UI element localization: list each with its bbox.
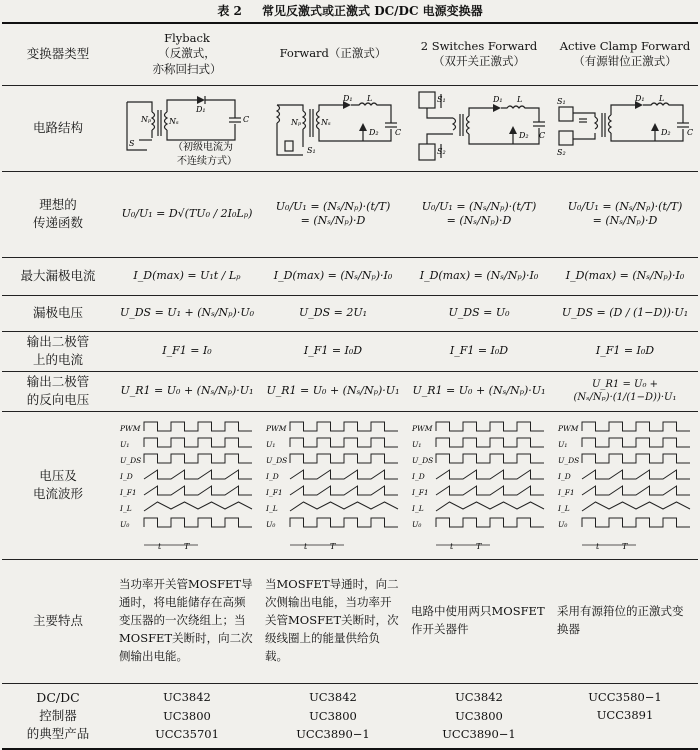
wave-trace-if1 [290, 486, 398, 495]
flyback-note-1: （初级电流为 [173, 142, 233, 153]
forward-s1-label: S₁ [307, 146, 316, 155]
wave-label-il: I_L [558, 504, 570, 513]
products-flyback [114, 683, 260, 749]
wave-label-uds: U_DS [266, 456, 288, 465]
transfer-active [552, 171, 698, 257]
row-drain-v [2, 295, 698, 331]
wave-label-if1: I_F1 [266, 488, 283, 497]
waveform-flyback [114, 411, 260, 559]
wave-trace-id [290, 470, 398, 479]
wave-label-id: I_D [412, 472, 425, 481]
row-header-waveform-2: 电流波形 [32, 486, 83, 501]
max-drain-forward: I_D(max) = (Nₛ/Nₚ)·I₀ [260, 257, 406, 295]
twoswitch-l-label: L [517, 95, 523, 104]
wave-label-il: I_L [266, 504, 278, 513]
row-header-diode-v-2: 的反向电压 [26, 392, 90, 407]
wave-label-uo: U₀ [120, 520, 130, 529]
wave-label-if1: I_F1 [412, 488, 429, 497]
diode-i-forward: I_F1 = I₀D [260, 331, 406, 371]
forward-d1-label: D₁ [343, 94, 353, 103]
product-item: UCC3890−1 [442, 726, 516, 741]
wave-label-pwm: PWM [266, 424, 287, 433]
flyback-circuit-diagram [117, 88, 257, 168]
features-twoswitch: 电路中使用两只MOSFET作开关器件 [406, 559, 552, 683]
product-item: UCC35701 [155, 726, 219, 741]
row-circuit [2, 85, 698, 171]
products-forward [260, 683, 406, 749]
wave-trace-uds [582, 454, 690, 463]
product-item: UCC3890−1 [296, 726, 370, 741]
diode-v-active: U_R1 = U₀ + (Nₛ/Nₚ)·(1/(1−D))·U₁ [552, 371, 698, 411]
wave-label-t: t [304, 542, 308, 551]
row-header-diode-v-1: 输出二极管 [26, 373, 90, 389]
wave-label-uo: U₀ [266, 520, 276, 529]
wave-label-if1: I_F1 [558, 488, 575, 497]
wave-label-t: t [158, 542, 162, 551]
diode-v-twoswitch: U_R1 = U₀ + (Nₛ/Nₚ)·U₁ [406, 371, 552, 411]
row-header-transfer [2, 171, 114, 257]
circuit-flyback [114, 85, 260, 171]
row-header-max-drain: 最大漏极电流 [2, 257, 114, 295]
features-active: 采用有源箝位的正激式变换器 [552, 559, 698, 683]
row-max-drain [2, 257, 698, 295]
drain-v-twoswitch: U_DS = U₀ [406, 295, 552, 331]
twoswitch-s2-label: S₂ [437, 147, 446, 156]
product-item: UC3800 [455, 708, 503, 723]
active-d2-label: D₂ [661, 128, 671, 137]
row-diode-v [2, 371, 698, 411]
product-item: UC3842 [455, 690, 503, 705]
row-waveform [2, 411, 698, 559]
transfer-flyback: U₀/U₁ = D√(TU₀ / 2I₀Lₚ) [114, 171, 260, 257]
wave-trace-id [144, 470, 252, 479]
twoswitch-d1-label: D₁ [493, 95, 503, 104]
row-header-diode-i-2: 上的电流 [32, 352, 83, 367]
active-s2-label: S₂ [557, 148, 566, 157]
wave-trace-il [582, 502, 690, 511]
col-flyback-sub1: （反激式， [158, 46, 216, 61]
diode-i-twoswitch: I_F1 = I₀D [406, 331, 552, 371]
col-flyback-name: Flyback [164, 30, 210, 45]
flyback-np-label: Nₚ [141, 115, 152, 124]
product-item: UC3842 [309, 690, 357, 705]
wave-label-uds: U_DS [558, 456, 580, 465]
wave-label-pwm: PWM [558, 424, 579, 433]
forward-c-label: C [395, 128, 402, 137]
active-circuit-diagram [555, 93, 695, 163]
wave-label-t: t [450, 542, 454, 551]
wave-trace-uds [290, 454, 398, 463]
wave-trace-u1 [436, 438, 544, 447]
wave-trace-il [436, 502, 544, 511]
circuit-forward [260, 85, 406, 171]
twoswitch-circuit-diagram [409, 88, 549, 168]
wave-trace-pwm [144, 422, 252, 431]
wave-trace-uds [144, 454, 252, 463]
row-header-transfer-2: 传递函数 [32, 215, 83, 230]
wave-label-uds: U_DS [412, 456, 434, 465]
col-active-sub1: （有源钳位正激式） [573, 54, 677, 69]
row-header-type: 变换器类型 [2, 23, 114, 85]
flyback-ns-label: Nₛ [169, 117, 179, 126]
row-header-products-1: DC/DC [36, 689, 80, 705]
waveform-active [552, 411, 698, 559]
max-drain-twoswitch: I_D(max) = (Nₛ/Nₚ)·I₀ [406, 257, 552, 295]
wave-trace-u1 [290, 438, 398, 447]
transfer-twoswitch-1: U₀/U₁ = (Nₛ/Nₚ)·(t/T) [421, 199, 537, 213]
product-item: UC3842 [163, 690, 211, 705]
wave-label-id: I_D [266, 472, 279, 481]
table-title: 常见反激式或正激式 DC/DC 电源变换器 [262, 4, 483, 18]
row-header-drain-v: 漏极电压 [2, 295, 114, 331]
drain-v-flyback: U_DS = U₁ + (Nₛ/Nₚ)·U₀ [114, 295, 260, 331]
row-type [2, 23, 698, 85]
features-flyback: 当功率开关管MOSFET导通时，将电能储存在高频变压器的一次绕组上；当MOSFET关断时，向二次侧输出电能。 [114, 559, 260, 683]
wave-label-if1: I_F1 [120, 488, 137, 497]
product-item: UCC3580−1 [588, 689, 662, 704]
row-header-diode-v [2, 371, 114, 411]
twoswitch-d2-label: D₂ [519, 131, 529, 140]
forward-np-label: Nₚ [291, 118, 302, 127]
drain-v-forward: U_DS = 2U₁ [260, 295, 406, 331]
waveform-twoswitch [406, 411, 552, 559]
row-transfer [2, 171, 698, 257]
row-header-waveform [2, 411, 114, 559]
wave-label-u1: U₁ [412, 440, 422, 449]
wave-trace-uds [436, 454, 544, 463]
transfer-twoswitch-2: = (Nₛ/Nₚ)·D [446, 214, 512, 227]
max-drain-flyback: I_D(max) = U₁t / Lₚ [114, 257, 260, 295]
transfer-active-2: = (Nₛ/Nₚ)·D [592, 214, 658, 227]
row-products [2, 683, 698, 749]
wave-trace-if1 [436, 486, 544, 495]
row-features [2, 559, 698, 683]
max-drain-active: I_D(max) = (Nₛ/Nₚ)·I₀ [552, 257, 698, 295]
col-forward-name: Forward（正激式） [279, 46, 387, 61]
product-item: UCC3891 [596, 707, 654, 722]
waveform-flyback-plot [118, 415, 256, 555]
waveform-twoswitch-plot [410, 415, 548, 555]
transfer-forward-1: U₀/U₁ = (Nₛ/Nₚ)·(t/T) [275, 199, 391, 213]
row-header-products-3: 的典型产品 [26, 725, 90, 741]
col-twoswitch [406, 23, 552, 85]
row-header-waveform-1: 电压及 [39, 467, 77, 483]
circuit-active [552, 85, 698, 171]
table-number: 表 2 [217, 4, 242, 18]
products-active [552, 683, 698, 749]
transfer-forward-2: = (Nₛ/Nₚ)·D [300, 214, 366, 227]
forward-circuit-diagram [263, 93, 403, 163]
wave-trace-if1 [144, 486, 252, 495]
twoswitch-s1-label: S₁ [437, 95, 446, 104]
wave-trace-uo [436, 518, 544, 527]
products-twoswitch [406, 683, 552, 749]
wave-label-period: T [330, 542, 336, 551]
col-twoswitch-sub1: （双开关正激式） [433, 54, 525, 69]
row-header-products-2: 控制器 [39, 707, 77, 723]
active-d1-label: D₁ [635, 94, 645, 103]
wave-label-uo: U₀ [558, 520, 568, 529]
wave-trace-u1 [582, 438, 690, 447]
product-item: UC3800 [163, 708, 211, 723]
col-twoswitch-name: 2 Switches Forward [420, 38, 538, 53]
transfer-twoswitch [406, 171, 552, 257]
product-item: UC3800 [309, 708, 357, 723]
row-header-diode-i-1: 输出二极管 [26, 333, 90, 349]
row-header-features: 主要特点 [2, 559, 114, 683]
wave-trace-if1 [582, 486, 690, 495]
wave-label-period: T [476, 542, 482, 551]
wave-trace-pwm [290, 422, 398, 431]
wave-label-u1: U₁ [120, 440, 130, 449]
wave-label-u1: U₁ [266, 440, 276, 449]
circuit-twoswitch [406, 85, 552, 171]
wave-label-t: t [596, 542, 600, 551]
table-caption [0, 2, 700, 22]
active-l-label: L [659, 94, 665, 103]
wave-label-id: I_D [120, 472, 133, 481]
active-s1-label: S₁ [557, 97, 566, 106]
row-header-diode-i [2, 331, 114, 371]
col-forward [260, 23, 406, 85]
diode-v-forward: U_R1 = U₀ + (Nₛ/Nₚ)·U₁ [260, 371, 406, 411]
wave-label-uo: U₀ [412, 520, 422, 529]
forward-ns-label: Nₛ [321, 118, 331, 127]
wave-label-pwm: PWM [412, 424, 433, 433]
converter-table [2, 22, 698, 750]
wave-label-id: I_D [558, 472, 571, 481]
wave-trace-u1 [144, 438, 252, 447]
diode-i-flyback: I_F1 = I₀ [114, 331, 260, 371]
row-header-circuit: 电路结构 [2, 85, 114, 171]
wave-label-il: I_L [412, 504, 424, 513]
features-forward: 当MOSFET导通时，向二次侧输出电能，当功率开关管MOSFET关断时，次级线圈上的能量供给负载。 [260, 559, 406, 683]
waveform-active-plot [556, 415, 694, 555]
flyback-c-label: C [243, 115, 250, 124]
forward-l-label: L [367, 94, 373, 103]
col-active-name: Active Clamp Forward [559, 38, 691, 53]
wave-label-period: T [184, 542, 190, 551]
wave-trace-id [436, 470, 544, 479]
wave-trace-pwm [436, 422, 544, 431]
waveform-forward-plot [264, 415, 402, 555]
row-header-transfer-1: 理想的 [39, 196, 77, 212]
col-flyback [114, 23, 260, 85]
flyback-s-label: S [129, 139, 135, 148]
wave-label-pwm: PWM [120, 424, 141, 433]
forward-d2-label: D₂ [369, 128, 379, 137]
drain-v-active: U_DS = (D / (1−D))·U₁ [552, 295, 698, 331]
wave-trace-pwm [582, 422, 690, 431]
flyback-d1-label: D₁ [196, 105, 206, 114]
wave-label-uds: U_DS [120, 456, 142, 465]
wave-trace-id [582, 470, 690, 479]
wave-label-u1: U₁ [558, 440, 568, 449]
wave-trace-il [290, 502, 398, 511]
active-c-label: C [687, 128, 694, 137]
diode-v-flyback: U_R1 = U₀ + (Nₛ/Nₚ)·U₁ [114, 371, 260, 411]
waveform-forward [260, 411, 406, 559]
wave-label-period: T [622, 542, 628, 551]
flyback-note-2: 不连续方式） [177, 156, 237, 167]
wave-label-il: I_L [120, 504, 132, 513]
diode-i-active: I_F1 = I₀D [552, 331, 698, 371]
row-header-products [2, 683, 114, 749]
wave-trace-uo [144, 518, 252, 527]
row-diode-i [2, 331, 698, 371]
wave-trace-uo [290, 518, 398, 527]
wave-trace-il [144, 502, 252, 511]
col-flyback-sub2: 亦称回扫式） [152, 62, 222, 76]
col-active [552, 23, 698, 85]
transfer-active-1: U₀/U₁ = (Nₛ/Nₚ)·(t/T) [567, 199, 683, 213]
wave-trace-uo [582, 518, 690, 527]
transfer-forward [260, 171, 406, 257]
twoswitch-c-label: C [539, 131, 546, 140]
